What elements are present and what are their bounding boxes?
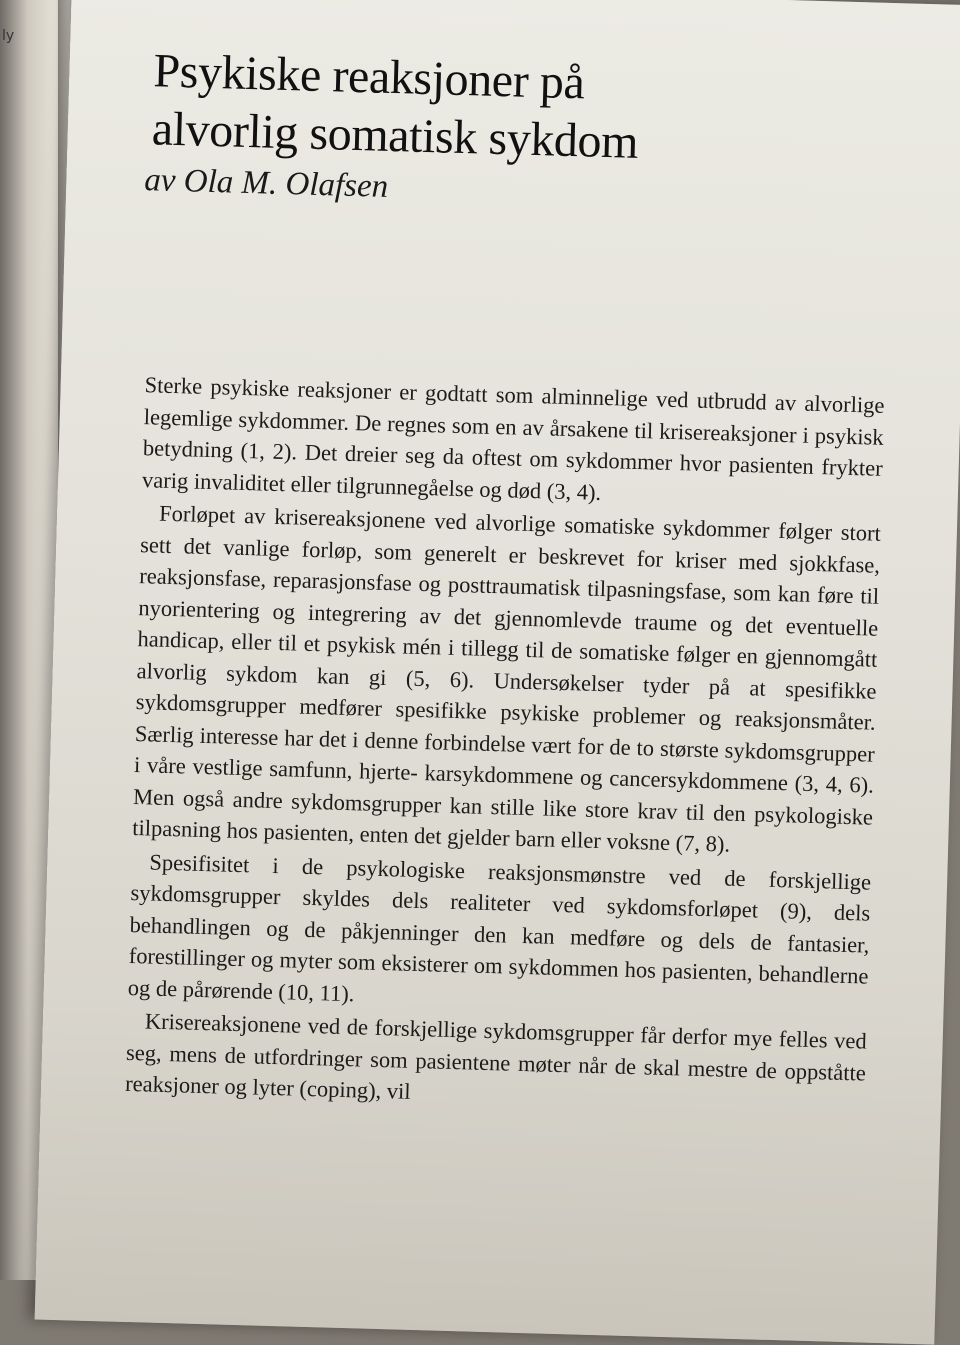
paragraph-3: Spesifisitet i de psykologiske reaksjonsmønstre ved de forskjellige sykdomsgrupper skyldes dels realiteter ved sykdomsforløpet (9), dels behandlingen og de påkjenninger den kan medføre og dels de fantasier, forestillinger og myter som eksisterer om sykdommen hos pasienten, behandlerne og de pårørende (10, 11).: [127, 849, 872, 1006]
title-line-1: Psykiske reaksjoner på: [152, 44, 586, 110]
article: [125, 42, 914, 1120]
article-author: av Ola M. Olafsen: [143, 162, 389, 205]
book-page: [35, 0, 960, 1345]
paragraph-2: Forløpet av krisereaksjonene ved alvorlige somatiske sykdommer følger stort sett det vanlige forløp, som generelt er beskrevet for kriser med sjokkfase, reaksjonsfase, reparasjonsfase og posttraumatisk tilpasningsfase, som kan føre til nyorientering og integrering av det gjennomlevde traume og det eventuelle handicap, eller til et psykisk mén i tillegg til de somatiske følger en gjennomgått alvorlig sykdom kan gi (5, 6). Undersøkelser tyder på at spesifikke sykdomsgrupper medfører spesifikke psykiske problemer og reaksjonsmåter. Særlig interesse har det i denne forbindelse vært for de to største sykdomsgrupper i våre vestlige samfunn, hjerte- karsykdommene og cancersykdommene (3, 4, 6). Men også andre sykdomsgrupper kan stille like store krav til den psykologiske tilpasning hos pasienten, enten det gjelder barn eller voksne (7, 8).: [132, 500, 882, 857]
article-title: [151, 42, 914, 179]
paragraph-4: Krisereaksjonene ved de forskjellige sykdomsgrupper får derfor mye felles ved seg, mens de utfordringer som pasientene møter når de skal mestre de oppståtte reaksjoner og lyter (coping), vil: [124, 1008, 868, 1104]
article-body: [125, 369, 885, 1120]
paragraph-1: Sterke psykiske reaksjoner er godtatt som alminnelige ved utbrudd av alvorlige legemlige sykdommer. De regnes som en av årsakene til krisereaksjoner i psykisk betydning (1, 2). Det dreier seg da oftest om sykdommer hvor pasienten frykter varig invaliditet eller tilgrunnegåelse og død (3, 4).: [141, 372, 885, 505]
previous-page-text: ly: [2, 28, 15, 44]
title-line-2: alvorlig somatisk sykdom: [151, 102, 639, 169]
